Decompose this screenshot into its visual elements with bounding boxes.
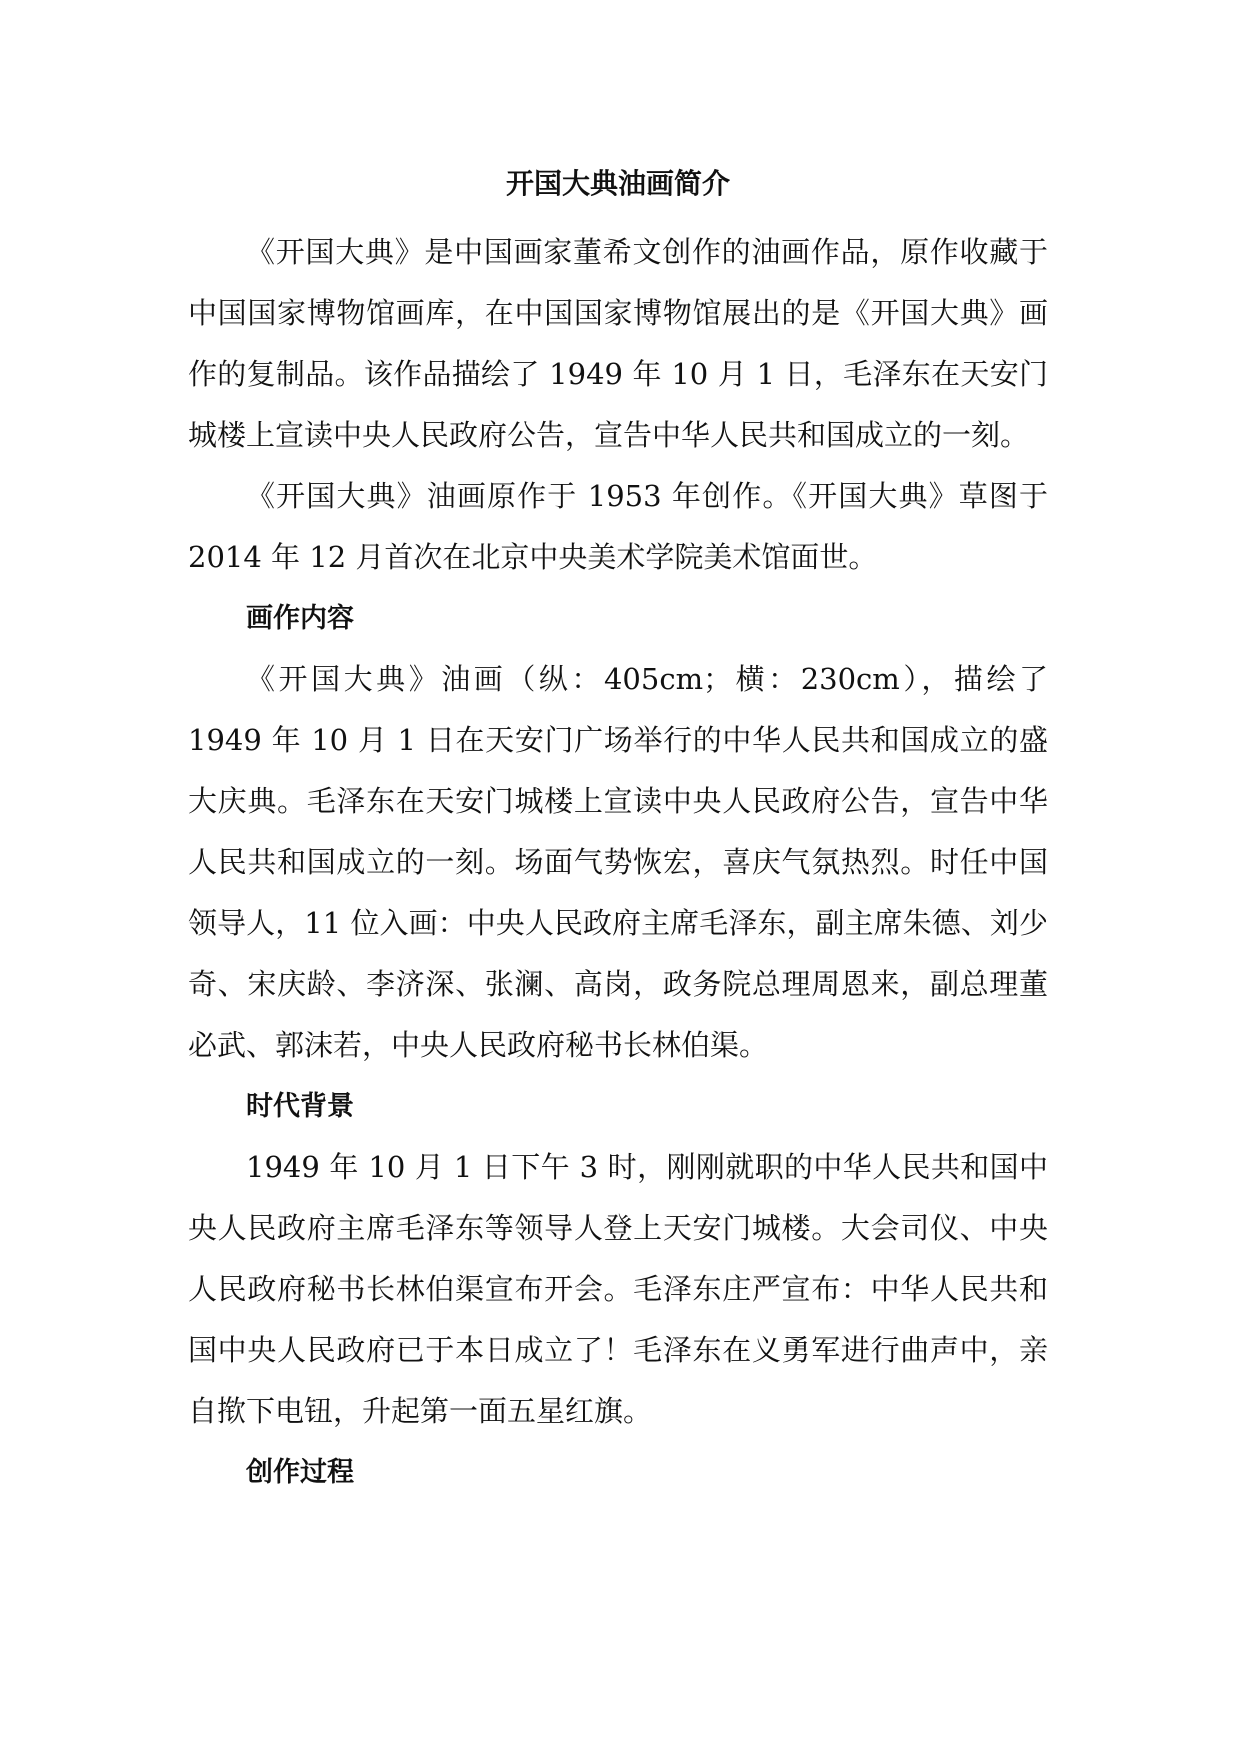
background-paragraph: 1949 年 10 月 1 日下午 3 时，刚刚就职的中华人民共和国中央人民政府主席毛泽东等领导人登上天安门城楼。大会司仪、中央人民政府秘书长林伯渠宣布开会。毛泽东庄严宣布：中华人民共和国中央人民政府已于本日成立了！毛泽东在义勇军进行曲声中，亲自揿下电钮，升起第一面五星红旗。	[188, 1150, 1048, 1428]
section-heading-background: 时代背景	[246, 1091, 354, 1122]
intro-paragraph-1: 《开国大典》是中国画家董希文创作的油画作品，原作收藏于中国国家博物馆画库，在中国国家博物馆展出的是《开国大典》画作的复制品。该作品描绘了 1949 年 10 月 1 日，毛泽东在天安门城楼上宣读中央人民政府公告，宣告中华人民共和国成立的一刻。	[188, 235, 1048, 452]
content-paragraph: 《开国大典》油画（纵：405cm；横：230cm），描绘了 1949 年 10 月 1 日在天安门广场举行的中华人民共和国成立的盛大庆典。毛泽东在天安门城楼上宣读中央人民政府公告，宣告中华人民共和国成立的一刻。场面气势恢宏，喜庆气氛热烈。时任中国领导人，11 位入画：中央人民政府主席毛泽东，副主席朱德、刘少奇、宋庆龄、李济深、张澜、高岗，政务院总理周恩来，副总理董必武、郭沫若，中央人民政府秘书长林伯渠。	[188, 662, 1048, 1062]
document-title: 开国大典油画简介	[505, 167, 730, 200]
section-heading-content: 画作内容	[246, 603, 354, 634]
section-heading-creation: 创作过程	[246, 1457, 354, 1488]
document-page	[188, 160, 1048, 1503]
intro-paragraph-2: 《开国大典》油画原作于 1953 年创作。《开国大典》草图于 2014 年 12 月首次在北京中央美术学院美术馆面世。	[188, 479, 1048, 574]
